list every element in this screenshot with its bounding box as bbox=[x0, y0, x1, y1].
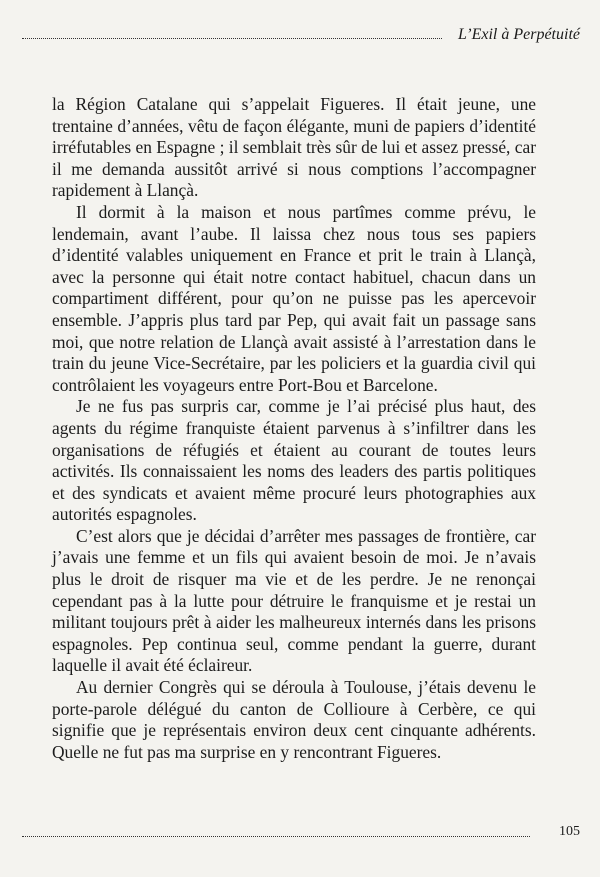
header-dotted-rule bbox=[22, 38, 442, 39]
footer-dotted-rule bbox=[22, 836, 530, 837]
page-number: 105 bbox=[559, 824, 580, 839]
paragraph-1: la Région Catalane qui s’appelait Figueres. Il était jeune, une trentaine d’années, vêtu de façon élégante, muni de papiers d’identité irréfutables en Espagne ; il semblait très sûr de lui et assez pressé, car il me demanda aussitôt arrivé si nous comptions l’accompagner rapidement à Llançà. bbox=[52, 94, 536, 201]
paragraph-4: C’est alors que je décidai d’arrêter mes passages de frontière, car j’avais une femme et un fils qui avaient besoin de moi. Je n’avais plus le droit de risquer ma vie et de les perdre. Je ne renonçai cependant pas à la lutte pour détruire le franquisme et je restai un militant toujours prêt à aider les malheureux internés dans les prisons espagnoles. Pep continua seul, comme pendant la guerre, durant laquelle il avait été éclaireur. bbox=[52, 525, 536, 676]
paragraph-3: Je ne fus pas surpris car, comme je l’ai précisé plus haut, des agents du régime franquiste étaient parvenus à s’infiltrer dans les organisations de réfugiés et étaient au courant de toutes leurs activités. Ils connaissaient les noms des leaders des partis politiques et des syndicats et avaient même procuré leurs photographies aux autorités espagnoles. bbox=[52, 396, 536, 525]
page-footer bbox=[22, 821, 580, 843]
running-title: L’Exil à Perpétuité bbox=[457, 26, 580, 43]
paragraph-2: Il dormit à la maison et nous partîmes comme prévu, le lendemain, avant l’aube. Il laissa chez nous tous ses papiers d’identité valables uniquement en France et prit le train à Llançà, avec la personne qui était notre contact habituel, chacun dans un compartiment différent, pour qu’on ne puisse pas les apercevoir ensemble. J’appris plus tard par Pep, qui avait fait un passage sans moi, que notre relation de Llançà avait assisté à l’arrestation dans le train du jeune Vice-Secrétaire, par les policiers et la guardia civil qui contrôlaient les voyageurs entre Port-Bou et Barcelone. bbox=[52, 201, 536, 395]
paragraph-5: Au dernier Congrès qui se déroula à Toulouse, j’étais devenu le porte-parole délégué du canton de Collioure à Cerbère, ce qui signifie que je représentais environ deux cent cinquante adhérents. Quelle ne fut pas ma surprise en y rencontrant Figueres. bbox=[52, 677, 536, 762]
body-text bbox=[52, 94, 536, 763]
running-header bbox=[22, 24, 580, 46]
